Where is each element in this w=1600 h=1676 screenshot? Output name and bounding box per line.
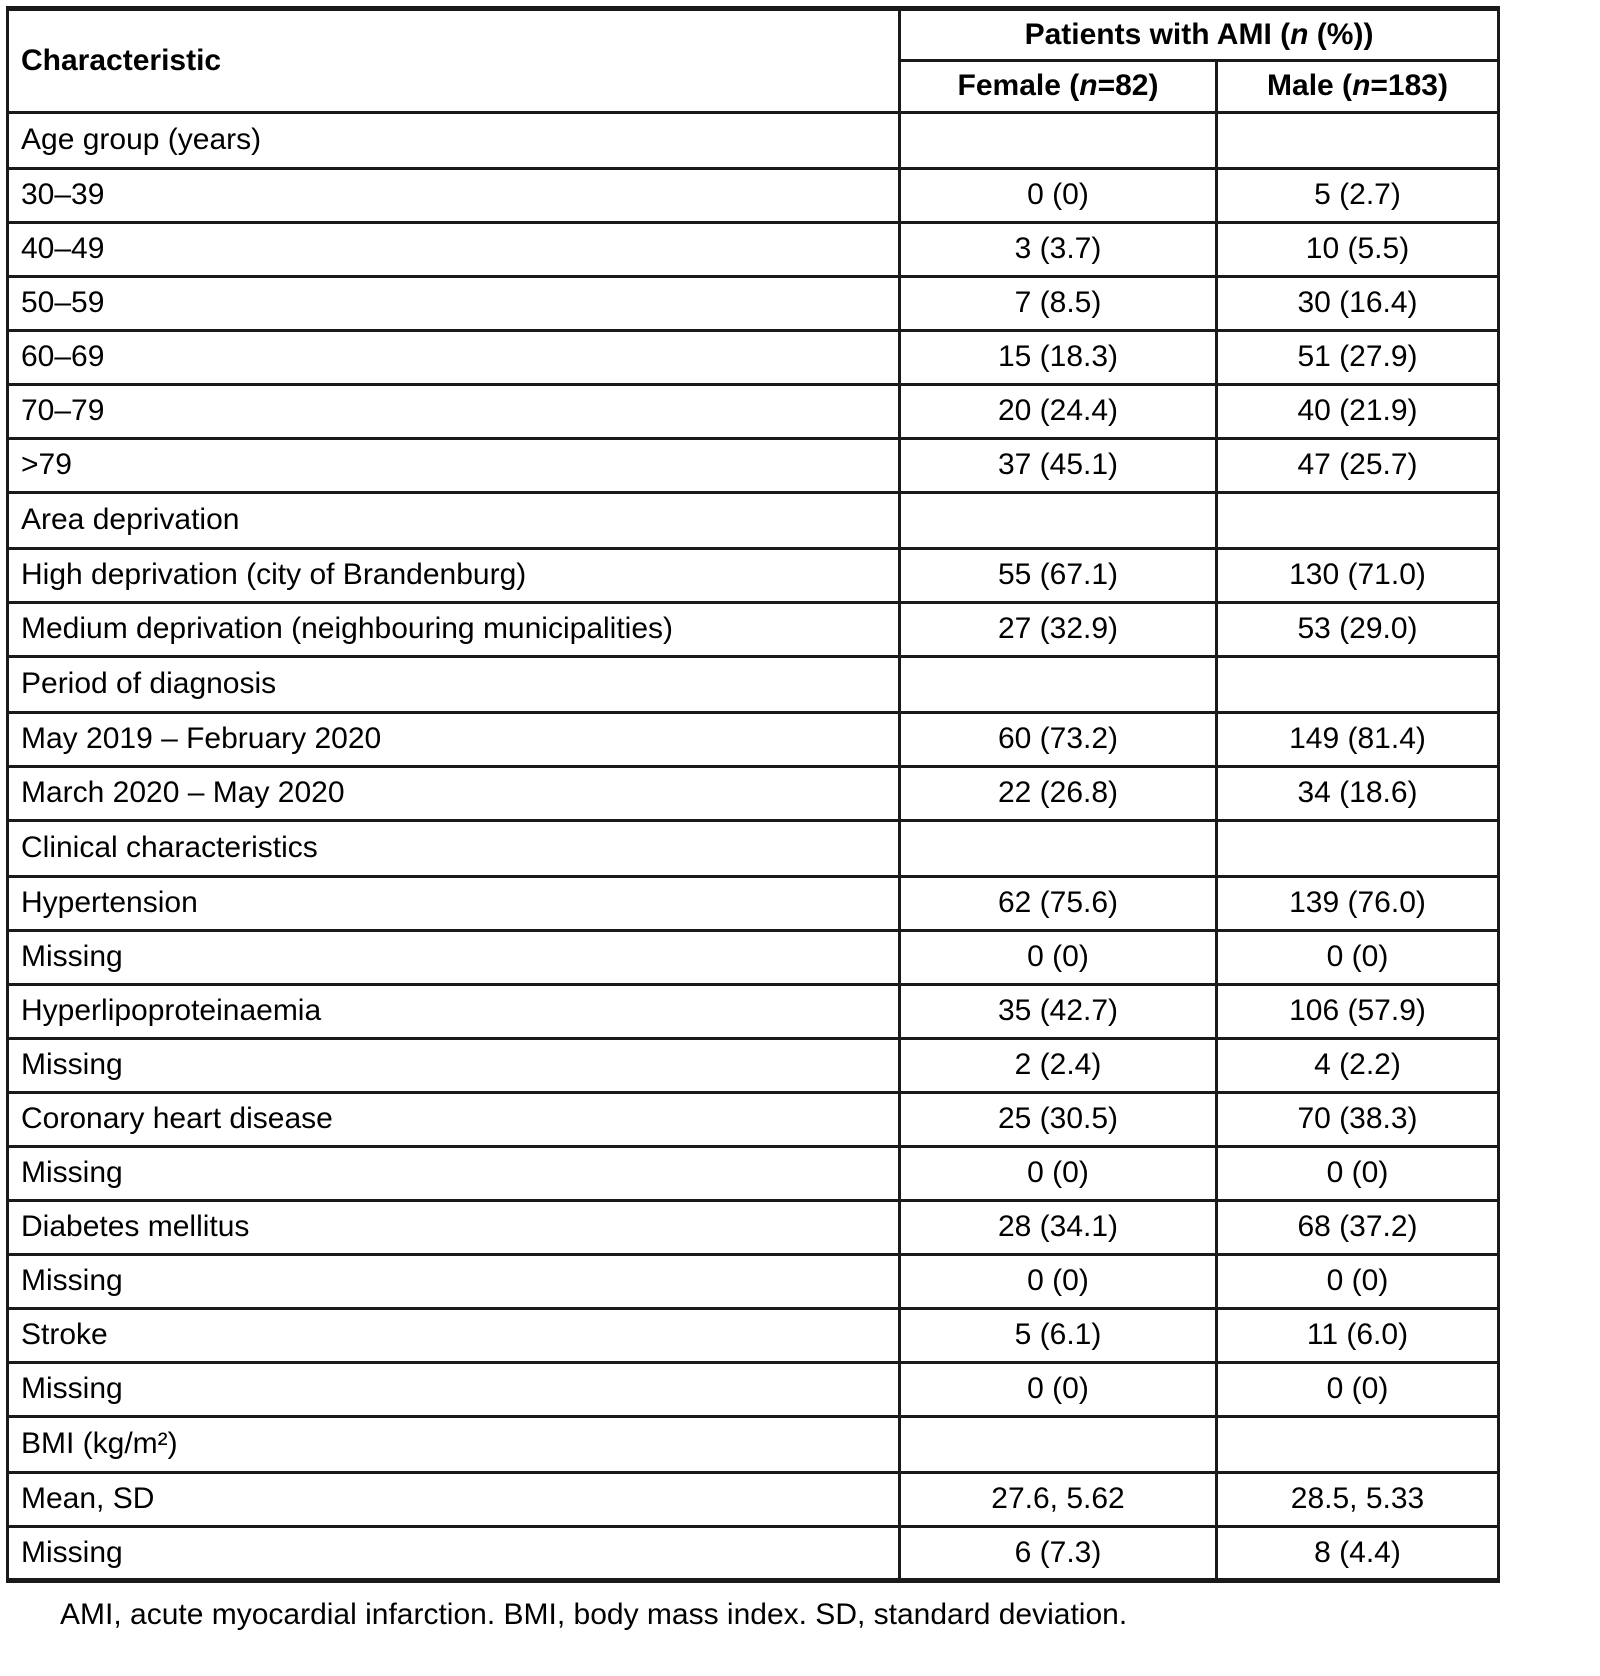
row-value-female: 55 (67.1): [900, 549, 1217, 603]
row-label: March 2020 – May 2020: [8, 767, 900, 821]
row-value-male: 34 (18.6): [1217, 767, 1499, 821]
table-row: [8, 113, 1499, 169]
row-label: Coronary heart disease: [8, 1093, 900, 1147]
row-section-label: Clinical characteristics: [8, 821, 900, 877]
header-ami-n: n: [1290, 17, 1309, 51]
table-row: [8, 877, 1499, 931]
row-label: May 2019 – February 2020: [8, 713, 900, 767]
row-value-male: 30 (16.4): [1217, 277, 1499, 331]
table-row: [8, 277, 1499, 331]
row-value-male: 51 (27.9): [1217, 331, 1499, 385]
table-row: [8, 1473, 1499, 1527]
row-value-female: 20 (24.4): [900, 385, 1217, 439]
row-value-male: 70 (38.3): [1217, 1093, 1499, 1147]
row-value-female: [900, 493, 1217, 549]
row-label: Hypertension: [8, 877, 900, 931]
header-female-column: [900, 61, 1217, 113]
row-value-female: 0 (0): [900, 931, 1217, 985]
table-row: [8, 1363, 1499, 1417]
row-label: 60–69: [8, 331, 900, 385]
row-value-male: 40 (21.9): [1217, 385, 1499, 439]
row-value-male: 139 (76.0): [1217, 877, 1499, 931]
table-header: [8, 9, 1499, 113]
row-value-female: 0 (0): [900, 1363, 1217, 1417]
header-male-n: n: [1352, 69, 1371, 103]
table-row: [8, 713, 1499, 767]
row-value-male: [1217, 821, 1499, 877]
table-row: [8, 169, 1499, 223]
row-value-female: 28 (34.1): [900, 1201, 1217, 1255]
header-row-top: [8, 9, 1499, 61]
row-label: Missing: [8, 931, 900, 985]
header-ami-prefix: Patients with AMI (: [1024, 17, 1291, 51]
row-value-female: 27.6, 5.62: [900, 1473, 1217, 1527]
table-row: [8, 1147, 1499, 1201]
row-label: Missing: [8, 1147, 900, 1201]
row-value-male: 4 (2.2): [1217, 1039, 1499, 1093]
row-value-female: 2 (2.4): [900, 1039, 1217, 1093]
table-row: [8, 385, 1499, 439]
row-value-male: 8 (4.4): [1217, 1527, 1499, 1581]
row-section-label: Age group (years): [8, 113, 900, 169]
row-value-female: [900, 113, 1217, 169]
row-label: Missing: [8, 1255, 900, 1309]
row-value-female: [900, 1417, 1217, 1473]
row-value-female: 3 (3.7): [900, 223, 1217, 277]
row-value-male: 130 (71.0): [1217, 549, 1499, 603]
row-value-male: [1217, 493, 1499, 549]
row-label: Diabetes mellitus: [8, 1201, 900, 1255]
table-page: [0, 6, 1600, 1676]
header-male-column: [1217, 61, 1499, 113]
row-value-female: 7 (8.5): [900, 277, 1217, 331]
header-characteristic: Characteristic: [8, 9, 900, 113]
row-value-female: [900, 821, 1217, 877]
table-row: [8, 821, 1499, 877]
table-row: [8, 1309, 1499, 1363]
header-female-prefix: Female (: [957, 69, 1080, 103]
table-row: [8, 1255, 1499, 1309]
row-label: Missing: [8, 1039, 900, 1093]
row-value-male: 0 (0): [1217, 1147, 1499, 1201]
table-row: [8, 1093, 1499, 1147]
row-value-male: 11 (6.0): [1217, 1309, 1499, 1363]
row-value-male: 0 (0): [1217, 1255, 1499, 1309]
row-value-male: 28.5, 5.33: [1217, 1473, 1499, 1527]
row-value-male: 68 (37.2): [1217, 1201, 1499, 1255]
table-row: [8, 331, 1499, 385]
row-value-female: 0 (0): [900, 169, 1217, 223]
row-value-female: 6 (7.3): [900, 1527, 1217, 1581]
row-value-female: 22 (26.8): [900, 767, 1217, 821]
row-label: 50–59: [8, 277, 900, 331]
table-row: [8, 1039, 1499, 1093]
row-value-male: 0 (0): [1217, 1363, 1499, 1417]
header-male-prefix: Male (: [1267, 69, 1353, 103]
header-female-n: n: [1079, 69, 1098, 103]
table-row: [8, 603, 1499, 657]
table-footnote: AMI, acute myocardial infarction. BMI, body mass index. SD, standard deviation.: [60, 1598, 1128, 1631]
header-patients-with-ami: [900, 9, 1499, 61]
row-section-label: Period of diagnosis: [8, 657, 900, 713]
row-value-female: 25 (30.5): [900, 1093, 1217, 1147]
header-male-suffix: =183): [1370, 69, 1448, 103]
row-label: 30–39: [8, 169, 900, 223]
row-value-male: 0 (0): [1217, 931, 1499, 985]
row-value-female: 62 (75.6): [900, 877, 1217, 931]
row-value-male: 53 (29.0): [1217, 603, 1499, 657]
row-value-male: 10 (5.5): [1217, 223, 1499, 277]
row-value-female: 27 (32.9): [900, 603, 1217, 657]
row-section-label: BMI (kg/m²): [8, 1417, 900, 1473]
row-section-label: Area deprivation: [8, 493, 900, 549]
row-value-male: 106 (57.9): [1217, 985, 1499, 1039]
row-value-female: [900, 657, 1217, 713]
row-label: Missing: [8, 1527, 900, 1581]
row-label: 40–49: [8, 223, 900, 277]
row-label: 70–79: [8, 385, 900, 439]
table-row: [8, 439, 1499, 493]
header-ami-suffix: (%)): [1308, 17, 1374, 51]
row-value-male: 47 (25.7): [1217, 439, 1499, 493]
table-row: [8, 657, 1499, 713]
row-value-female: 0 (0): [900, 1255, 1217, 1309]
row-value-female: 5 (6.1): [900, 1309, 1217, 1363]
row-value-female: 15 (18.3): [900, 331, 1217, 385]
row-value-female: 60 (73.2): [900, 713, 1217, 767]
row-value-male: [1217, 113, 1499, 169]
row-value-male: 5 (2.7): [1217, 169, 1499, 223]
row-value-male: [1217, 1417, 1499, 1473]
row-value-female: 35 (42.7): [900, 985, 1217, 1039]
table-row: [8, 549, 1499, 603]
row-label: Hyperlipoproteinaemia: [8, 985, 900, 1039]
row-label: Missing: [8, 1363, 900, 1417]
row-value-male: [1217, 657, 1499, 713]
row-value-male: 149 (81.4): [1217, 713, 1499, 767]
table-body: [8, 113, 1499, 1581]
row-label: Mean, SD: [8, 1473, 900, 1527]
table-row: [8, 223, 1499, 277]
table-row: [8, 1417, 1499, 1473]
row-value-female: 0 (0): [900, 1147, 1217, 1201]
patient-characteristics-table: [6, 6, 1500, 1583]
row-value-female: 37 (45.1): [900, 439, 1217, 493]
row-label: High deprivation (city of Brandenburg): [8, 549, 900, 603]
table-row: [8, 1527, 1499, 1581]
table-row: [8, 931, 1499, 985]
table-row: [8, 985, 1499, 1039]
header-female-suffix: =82): [1097, 69, 1159, 103]
table-row: [8, 493, 1499, 549]
table-row: [8, 1201, 1499, 1255]
row-label: >79: [8, 439, 900, 493]
row-label: Stroke: [8, 1309, 900, 1363]
table-row: [8, 767, 1499, 821]
row-label: Medium deprivation (neighbouring municipalities): [8, 603, 900, 657]
